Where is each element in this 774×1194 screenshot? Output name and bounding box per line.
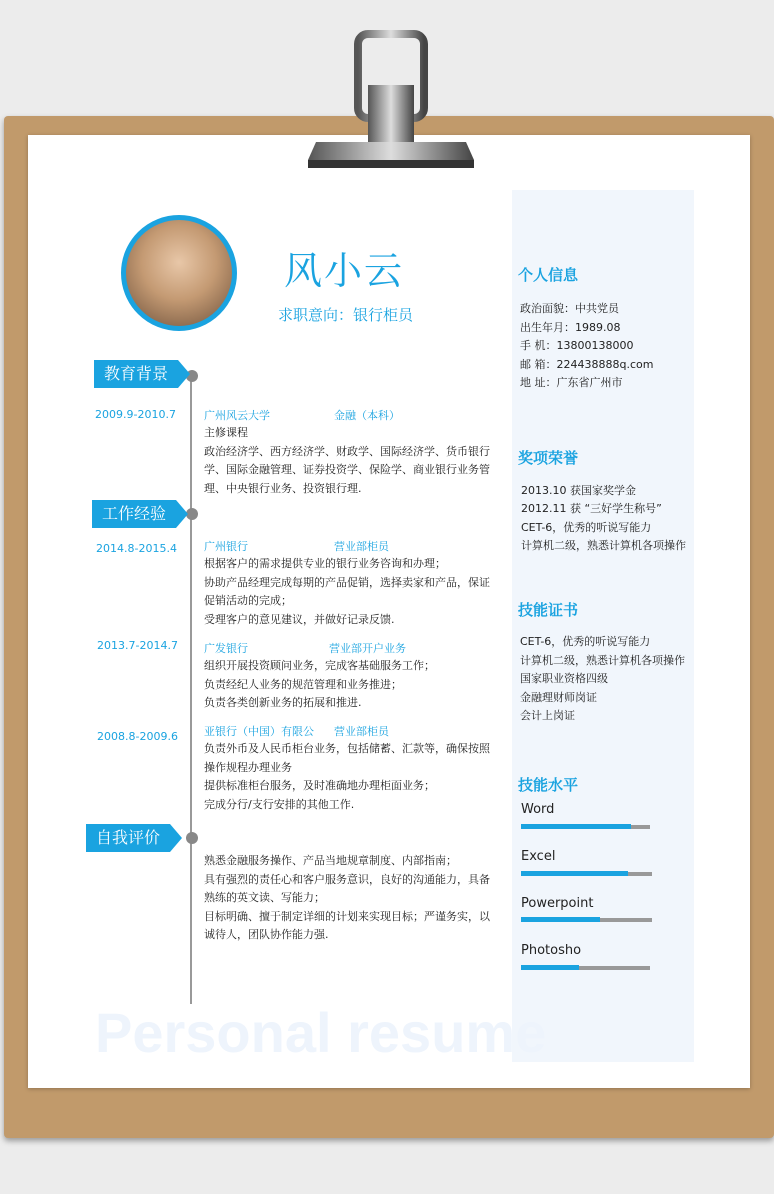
job-details: 根据客户的需求提供专业的银行业务咨询和办理； 协助产品经理完成每期的产品促销，选择卖家和产品，保证 促销活动的完成； 受理客户的意见建议，并做好记录反馈.	[204, 557, 490, 626]
job-date: 2014.8-2015.4	[96, 542, 177, 555]
awards-title: 奖项荣誉	[518, 449, 579, 467]
cert-line: 国家职业资格四级	[520, 672, 608, 685]
timeline-dot	[186, 832, 198, 844]
award-line: 计算机二级，熟悉计算机各项操作	[521, 539, 686, 552]
job-date: 2008.8-2009.6	[97, 730, 178, 743]
certs-title: 技能证书	[518, 601, 579, 619]
personal-line: 地 址：广东省广州市	[520, 376, 623, 389]
skill-name: Excel	[521, 849, 556, 864]
edu-major: 金融（本科）	[334, 409, 400, 422]
skill-name: Powerpoint	[521, 896, 594, 911]
section-tag-work: 工作经验	[92, 500, 166, 528]
edu-school: 广州风云大学	[204, 409, 270, 422]
timeline-line	[190, 372, 192, 1004]
skill-name: Word	[521, 802, 555, 817]
job-company: 广州银行	[204, 540, 248, 553]
edu-date: 2009.9-2010.7	[95, 408, 176, 421]
job-intent: 求职意向：银行柜员	[278, 306, 414, 324]
personal-line: 手 机：13800138000	[520, 339, 634, 352]
award-line: 2012.11 获 “三好学生称号”	[521, 502, 662, 515]
avatar	[121, 215, 237, 331]
section-tag-education: 教育背景	[94, 360, 168, 388]
cert-line: 计算机二级，熟悉计算机各项操作	[520, 654, 685, 667]
skill-bar	[521, 872, 652, 876]
job-position: 营业部柜员	[334, 540, 389, 553]
job-company: 亚银行（中国）有限公	[204, 725, 314, 738]
candidate-name: 风小云	[284, 249, 405, 293]
binder-clip-icon	[306, 30, 476, 175]
personal-line: 出生年月：1989.08	[520, 321, 621, 334]
self-eval-text: 熟悉金融服务操作、产品当地规章制度、内部指南； 具有强烈的责任心和客户服务意识，良好的沟通能力，具备 熟练的英文读、写能力； 目标明确、擅于制定详细的计划来实现目标；严谨务实，以 诚待人，团队协作能力强.	[204, 854, 490, 941]
skill-bar	[521, 825, 650, 829]
skills-title: 技能水平	[518, 776, 579, 794]
job-company: 广发银行	[204, 642, 248, 655]
award-line: 2013.10 获国家奖学金	[521, 484, 636, 497]
skill-bar	[521, 966, 650, 970]
job-position: 营业部开户业务	[329, 642, 406, 655]
cert-line: CET-6，优秀的听说写能力	[520, 635, 651, 648]
skill-name: Photosho	[521, 943, 582, 958]
cert-line: 会计上岗证	[520, 709, 575, 722]
section-tag-self: 自我评价	[86, 824, 160, 852]
award-line: CET-6，优秀的听说写能力	[521, 521, 652, 534]
personal-title: 个人信息	[518, 266, 579, 284]
watermark-text: Personal resume	[95, 1001, 547, 1064]
personal-line: 邮 箱：224438888q.com	[520, 358, 654, 371]
personal-line: 政治面貌：中共党员	[520, 302, 619, 315]
edu-details: 主修课程 政治经济学、西方经济学、财政学、国际经济学、货币银行 学、国际金融管理、证券投资学、保险学、商业银行业务管 理、中央银行业务、投资银行理.	[204, 426, 490, 495]
skill-bar	[521, 918, 652, 922]
job-details: 组织开展投资顾问业务，完成客基础服务工作； 负责经纪人业务的规范管理和业务推进； 负责各类创新业务的拓展和推进.	[204, 659, 435, 709]
cert-line: 金融理财师岗证	[520, 691, 597, 704]
job-position: 营业部柜员	[334, 725, 389, 738]
job-details: 负责外币及人民币柜台业务，包括储蓄、汇款等，确保按照 操作规程办理业务 提供标准柜台服务，及时准确地办理柜面业务； 完成分行/支行安排的其他工作.	[204, 742, 490, 811]
job-date: 2013.7-2014.7	[97, 639, 178, 652]
